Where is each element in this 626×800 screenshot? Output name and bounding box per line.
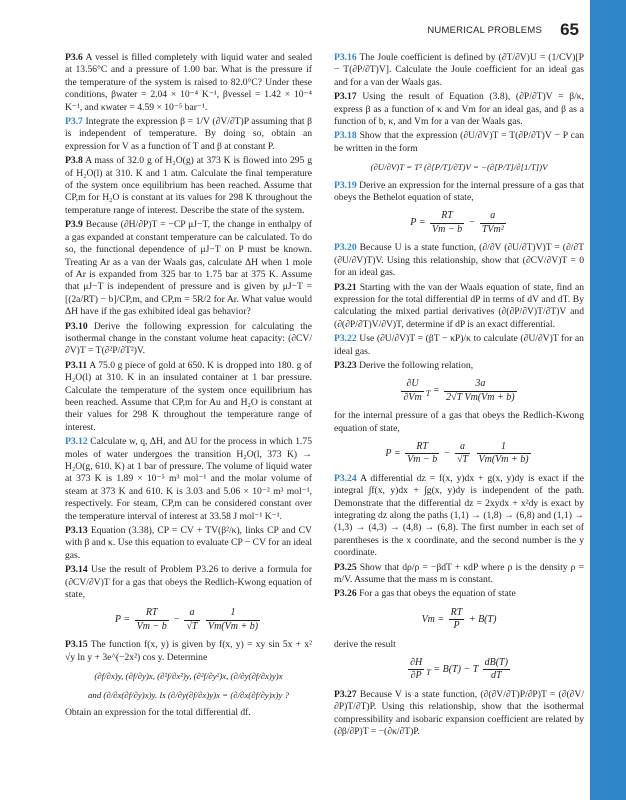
derive-result-text: derive the result [334, 638, 396, 650]
page-number: 65 [560, 20, 579, 39]
berthelot-equation: P = $\frac{RT}{Vm - b}$ − $\frac{a}{\text{TVm²}}$ [410, 210, 504, 235]
left-column [65, 52, 312, 721]
problem-p3-23: P3.23 Derive the following relation, [334, 359, 474, 371]
problem-p3-24: P3.24 A differential dz = f(x, y)dx + g(x, y)dy is exact if the integral ∫f(x, y)dx + ∫g(x, y)dy is independent of the path. Demonstrate that the differential dz = 2xydx + x²dy is exact by integrating dz along the paths (1,1) → (1,8) → (6,8) and (1,1) → (1,3) → (4,3) → (4,8) → (6,8). The first number in each set of parentheses is the x coordinate, and the second number is the y coordinate. [334, 472, 585, 559]
right-column [334, 52, 584, 741]
running-title: NUMERICAL PROBLEMS [427, 25, 542, 36]
redlich-kwong-equation: P = $\frac{RT}{Vm - b}$ − $\frac{a}{√T}$ $\frac{1}{Vm(Vm + b)}$ [114, 607, 259, 632]
problem-p3-15: P3.15 The function f(x, y) is given by f(x, y) = xy sin 5x + x² √y ln y + 3e^(−2x²) cos y. Determine [65, 639, 312, 663]
mixed-partials-question: and (∂/∂x(∂f/∂y)x)y. Is (∂/∂y(∂f/∂x)y)x = (∂/∂x(∂f/∂y)x)y ? [88, 689, 289, 700]
problem-p3-8: P3.8 A mass of 32.0 g of H₂O(g) at 373 K is flowed into 295 g of H₂O(l) at 310. K and 1 atm. Calculate the final temperature of the system once equilibrium has been reached. Assume that CP,m for H₂O is constant at its values for 298 K throughout the temperature range of interest. Describe the state of the system. [65, 155, 313, 216]
redlich-kwong-intro: for the internal pressure of a gas that obeys the Redlich-Kwong equation of state, [334, 410, 584, 434]
enthalpy-pressure-result-equation: $\frac{\partial H}{\partial P}$ $_T$ = B(T) − T $\frac{dB(T)}{dT}$ [410, 657, 508, 682]
problem-p3-25: P3.25 Show that dρ/ρ = −βdT + κdP where ρ is the density ρ = m/V. Assume that the mass m is constant. [334, 561, 584, 586]
total-differential-prompt: Obtain an expression for the total differential df. [65, 706, 251, 718]
problem-p3-17: P3.17 Using the result of Equation (3.8), (∂P/∂T)V = β/κ, express β as a function of κ and Vm for an ideal gas, and β as a function of b, κ, and Vm for a van der Waals gas. [334, 91, 584, 128]
partial-derivatives-list: (∂f/∂x)y, (∂f/∂y)x, (∂²f/∂x²)y, (∂²f/∂y²)x, (∂/∂y(∂f/∂x)y)x [94, 671, 283, 682]
internal-pressure-form-equation: (∂U/∂V)T = T² (∂[P/T]/∂T)V = −(∂[P/T]/∂[1/T])V [370, 162, 548, 173]
problem-p3-6: P3.6 A vessel is filled completely with liquid water and sealed at 13.56°C and a pressure of 1.00 bar. What is the pressure if the temperature of the system is raised to 82.0°C? Under these conditions, βwater = 2.04 × 10⁻⁴ K⁻¹, βvessel = 1.42 × 10⁻⁴ K⁻¹, and κwater = 4.59 × 10⁻⁵ bar⁻¹. [65, 52, 312, 113]
problem-p3-12: P3.12 Calculate w, q, ΔH, and ΔU for the process in which 1.75 moles of water undergoes the transition H₂O(l, 373 K) → H₂O(g, 610. K) at 1 bar of pressure. The volume of liquid water at 373 K is 1.89 × 10⁻⁵ m³ mol⁻¹ and the molar volume of steam at 373 K and 610. K is 3.03 and 5.06 × 10⁻² m³ mol⁻¹, respectively. For steam, CP,m can be considered constant over the temperature interval of interest at 33.58 J mol⁻¹ K⁻¹. [65, 436, 313, 522]
problem-p3-11: P3.11 A 75.0 g piece of gold at 650. K is dropped into 180. g of H₂O(l) at 310. K in an insulated container at 1 bar pressure. Calculate the temperature of the system once equilibrium has been reached. Assume that CP,m for Au and H₂O is constant at their values for 298 K throughout the temperature range of interest. [65, 359, 313, 433]
internal-pressure-relation-equation: $\frac{\partial U}{\partial Vm}$ $_T$ = $\frac{3a}{\text{2√T Vm(Vm + b)}}$ [403, 378, 515, 403]
problem-p3-21: P3.21 Starting with the van der Waals equation of state, find an expression for the total differential dP in terms of dV and dT. By calculating the mixed partial derivatives (∂(∂P/∂V)T/∂T)V and (∂(∂P/∂T)V/∂V)T, determine if dP is an exact differential. [334, 281, 584, 330]
problem-p3-26: P3.26 For a gas that obeys the equation of state [334, 588, 516, 600]
problem-p3-10: P3.10 Derive the following expression for calculating the isothermal change in the constant volume heat capacity: (∂CV/∂V)T = T(∂²P/∂T²)V. [65, 320, 312, 357]
problem-p3-14: P3.14 Use the result of Problem P3.26 to derive a formula for (∂CV/∂V)T for a gas that obeys the Redlich-Kwong equation of state, [65, 564, 313, 601]
problem-p3-19: P3.19 Derive an expression for the internal pressure of a gas that obeys the Bethelot equation of state, [334, 179, 584, 204]
problem-p3-27: P3.27 Because V is a state function, (∂(∂V/∂T)P/∂P)T = (∂(∂V/∂P)T/∂T)P. Using this relationship, show that the isothermal compressibility and isobaric expansion coefficient are related by (∂β/∂P)T = −(∂κ/∂T)P. [334, 688, 584, 738]
problem-p3-22: P3.22 Use (∂U/∂V)T = (βT − κP)/κ to calculate (∂U/∂V)T for an ideal gas. [334, 333, 584, 357]
problem-p3-7: P3.7 Integrate the expression β = 1/V (∂V/∂T)P assuming that β is independent of temperature. By doing so, obtain an expression for V as a function of T and β at constant P. [65, 116, 312, 152]
problem-p3-20: P3.20 Because U is a state function, (∂/∂V (∂U/∂T)V)T = (∂/∂T (∂U/∂V)T)V. Using this relationship, show that (∂CV/∂V)T = 0 for an ideal gas. [334, 242, 584, 279]
problem-p3-13: P3.13 Equation (3.38), CP = CV + TV(β²/κ), links CP and CV with β and κ. Use this equation to evaluate CP − CV for an ideal gas. [65, 525, 312, 561]
problem-p3-9: P3.9 Because (∂H/∂P)T = −CP μJ−T, the change in enthalpy of a gas expanded at constant temperature can be calculated. To do so, the functional dependence of μJ−T on P must be known. Treating Ar as a van der Waals gas, calculate ΔH when 1 mole of Ar is expanded from 325 bar to 1.75 bar at 375 K. Assume that μJ−T is independent of pressure and is given by μJ−T = [(2a/RT) − b]/CP,m, and CP,m = 5R/2 for Ar. What value would ΔH have if the gas exhibited ideal gas behavior? [65, 219, 312, 318]
problem-p3-18: P3.18 Show that the expression (∂U/∂V)T = T(∂P/∂T)V − P can be written in the form [334, 130, 584, 154]
redlich-kwong-equation-right: P = $\frac{RT}{Vm - b}$ − $\frac{a}{√T}$ $\frac{1}{Vm(Vm + b)}$ [385, 440, 529, 466]
problem-p3-16: P3.16 The Joule coefficient is defined by (∂T/∂V)U = (1/CV)[P − T(∂P/∂T)V]. Calculate the Joule coefficient for an ideal gas and for a van der Waals gas. [334, 52, 584, 88]
page-edge-tab [590, 0, 626, 800]
virial-equation-of-state: Vm = $\frac{RT}{P}$ + B(T) [421, 606, 497, 632]
